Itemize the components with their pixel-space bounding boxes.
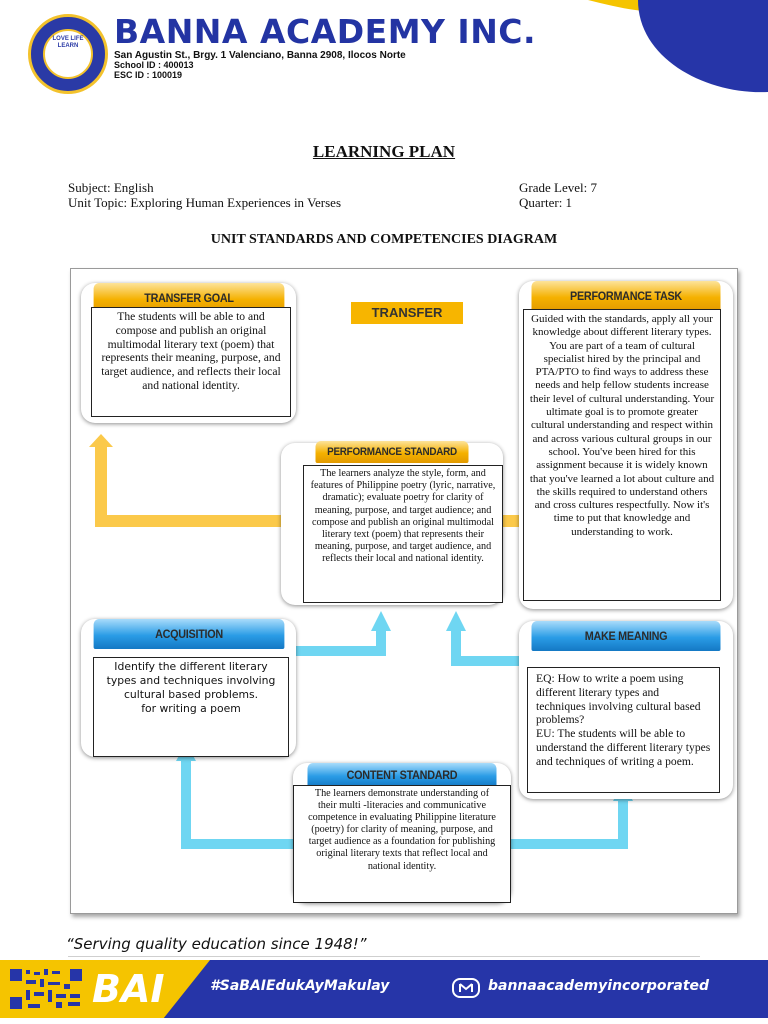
performance-standard-tab: PERFORMANCE STANDARD — [316, 441, 469, 463]
performance-task-tab: PERFORMANCE TASK — [532, 281, 721, 311]
diagram-title: UNIT STANDARDS AND COMPETENCIES DIAGRAM — [210, 232, 558, 247]
footer-hashtag: #SaBAIEdukAyMakulay — [210, 978, 390, 994]
school-address: San Agustin St., Brgy. 1 Valenciano, Banna 2908, Ilocos Norte — [114, 50, 406, 61]
make-meaning-text: EQ: How to write a poem using different literary types and techniques involving cultural based problems? EU: The students will be able to understand the different literary types and techniques of writing a poem. — [527, 667, 720, 793]
document-title: LEARNING PLAN — [312, 142, 456, 161]
corner-decoration — [568, 0, 768, 100]
letterhead — [0, 0, 768, 100]
subject-line: Subject: English — [68, 180, 154, 195]
performance-task-text: Guided with the standards, apply all your knowledge about different literary types. You are part of a team of cultural specialist hired by the principal and PTA/PTO to find ways to address these needs and help fellow students increase their level of cultural understanding. Your ultimate goal is to promote greater cultural understanding and respect within and across various cultural groups in our school. You've been hired for this assignment because it is widely known that you've learned a lot about culture and the skills required to understand others and cross cultures respectfully. Now it's time to put that knowledge and understanding to work. — [523, 309, 721, 601]
school-seal-logo — [28, 14, 108, 94]
transfer-goal-tab: TRANSFER GOAL — [94, 283, 285, 313]
school-tagline: “Serving quality education since 1948!” — [66, 935, 367, 953]
school-id: School ID : 400013 — [114, 60, 194, 70]
acquisition-tab: ACQUISITION — [94, 619, 285, 649]
tagline-divider — [68, 956, 700, 957]
envelope-icon — [452, 978, 480, 998]
content-standard-text: The learners demonstrate understanding of their multi -literacies and communicative competence in evaluating Philippine literature (poetry) for clarity of meaning, purpose, and target audience as a foundation for publishing original literary texts that reflect local and national identity. — [293, 785, 511, 903]
transfer-label: TRANSFER — [351, 302, 463, 324]
make-meaning-tab: MAKE MEANING — [532, 621, 721, 651]
seal-motto: LOVE LIFE LEARN — [52, 36, 84, 49]
unit-topic-line: Unit Topic: Exploring Human Experiences in Verses — [68, 195, 341, 210]
quarter-line: Quarter: 1 — [519, 195, 573, 210]
school-name: BANNA ACADEMY INC. — [114, 12, 537, 51]
grade-level-line: Grade Level: 7 — [519, 180, 597, 195]
esc-id: ESC ID : 100019 — [114, 70, 183, 80]
performance-standard-text: The learners analyze the style, form, and features of Philippine poetry (lyric, narrative, dramatic); evaluate poetry for clarity of meaning, purpose, and target audience; and compose and publish an original multimodal literary text (poem) that represents their meaning, purpose, and target audience, and reflects their local and national identity. — [303, 465, 503, 603]
acquisition-text: Identify the different literary types and techniques involving cultural based problems. for writing a poem — [93, 657, 289, 757]
footer-handle: bannaacademyincorporated — [488, 978, 710, 994]
transfer-goal-text: The students will be able to and compose and publish an original multimodal literary text (poem) that represents their meaning, purpose, and target audience, and reflects their local and national identity. — [91, 307, 291, 417]
competencies-diagram — [70, 268, 738, 914]
bai-logo: BAI — [92, 967, 165, 1011]
content-standard-tab: CONTENT STANDARD — [308, 763, 497, 787]
qr-code-icon — [8, 966, 84, 1012]
